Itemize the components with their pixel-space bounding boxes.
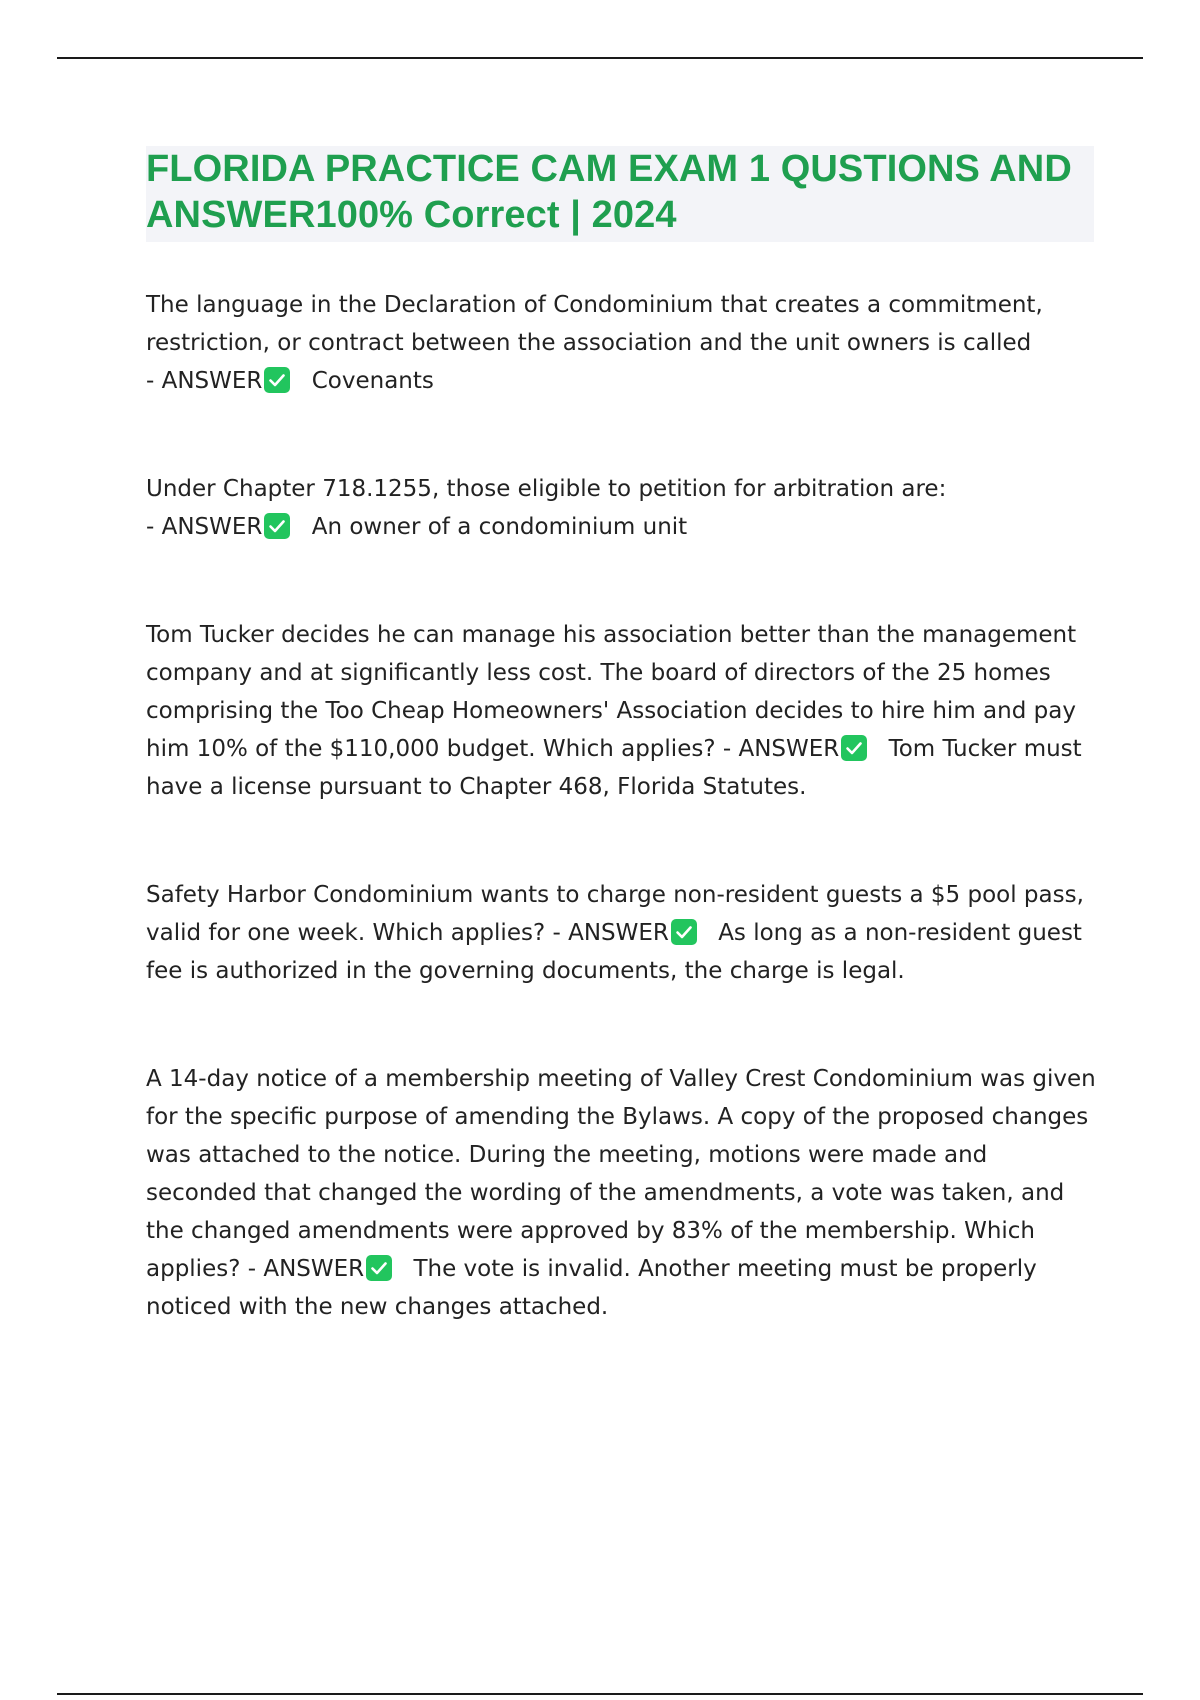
answer-text: Tom Tucker must have a license pursuant to Chapter 468, Florida Statutes. bbox=[146, 736, 1082, 800]
answer-label: - ANSWER bbox=[146, 514, 263, 540]
answer-label: - ANSWER bbox=[722, 736, 840, 762]
qa-item bbox=[146, 1060, 1096, 1326]
qa-item bbox=[146, 876, 1096, 990]
check-box-icon bbox=[264, 513, 290, 539]
answer-tag bbox=[146, 368, 304, 394]
check-box-icon bbox=[264, 367, 290, 393]
answer-tag bbox=[146, 514, 304, 540]
answer-label: - ANSWER bbox=[146, 368, 263, 394]
question-text: The language in the Declaration of Condominium that creates a commitment, restriction, or contract between the association and the unit owners is called bbox=[146, 292, 1043, 356]
header-rule bbox=[57, 57, 1143, 59]
answer-tag bbox=[723, 736, 881, 762]
answer-tag bbox=[552, 920, 710, 946]
check-box-icon bbox=[671, 919, 697, 945]
title-block bbox=[146, 146, 1094, 242]
question-text: Tom Tucker decides he can manage his association better than the management company and at significantly less cost. The board of directors of the 25 homes comprising the Too Cheap Homeowners' Association decides to hire him and pay him 10% of the $110,000 budget. Which applies? bbox=[146, 622, 1077, 762]
document-content bbox=[146, 146, 1096, 1396]
check-box-icon bbox=[841, 735, 867, 761]
answer-label: - ANSWER bbox=[552, 920, 669, 946]
answer-label: - ANSWER bbox=[247, 1256, 365, 1282]
qa-item bbox=[146, 616, 1096, 806]
answer-text: An owner of a condominium unit bbox=[311, 514, 688, 540]
document-title: FLORIDA PRACTICE CAM EXAM 1 QUSTIONS AND ANSWER100% Correct | 2024 bbox=[146, 148, 1072, 236]
qa-item bbox=[146, 470, 1096, 546]
answer-text: As long as a non-resident guest fee is authorized in the governing documents, the charge is legal. bbox=[146, 920, 1082, 984]
footer-rule bbox=[57, 1693, 1143, 1695]
qa-item bbox=[146, 286, 1096, 400]
question-text: A 14-day notice of a membership meeting of Valley Crest Condominium was given for the specific purpose of amending the Bylaws. A copy of the proposed changes was attached to the notice. During the meeting, motions were made and seconded that changed the wording of the amendments, a vote was taken, and the changed amendments were approved by 83% of the membership. Which applies? bbox=[146, 1066, 1096, 1282]
question-text: Safety Harbor Condominium wants to charge non-resident guests a $5 pool pass, valid for one week. Which applies? bbox=[146, 882, 1084, 946]
answer-text: Covenants bbox=[311, 368, 434, 394]
check-box-icon bbox=[366, 1255, 392, 1281]
qa-list bbox=[146, 286, 1096, 1326]
answer-tag bbox=[248, 1256, 406, 1282]
answer-text: The vote is invalid. Another meeting must be properly noticed with the new changes attached. bbox=[146, 1256, 1037, 1320]
question-text: Under Chapter 718.1255, those eligible to petition for arbitration are: bbox=[146, 476, 947, 502]
